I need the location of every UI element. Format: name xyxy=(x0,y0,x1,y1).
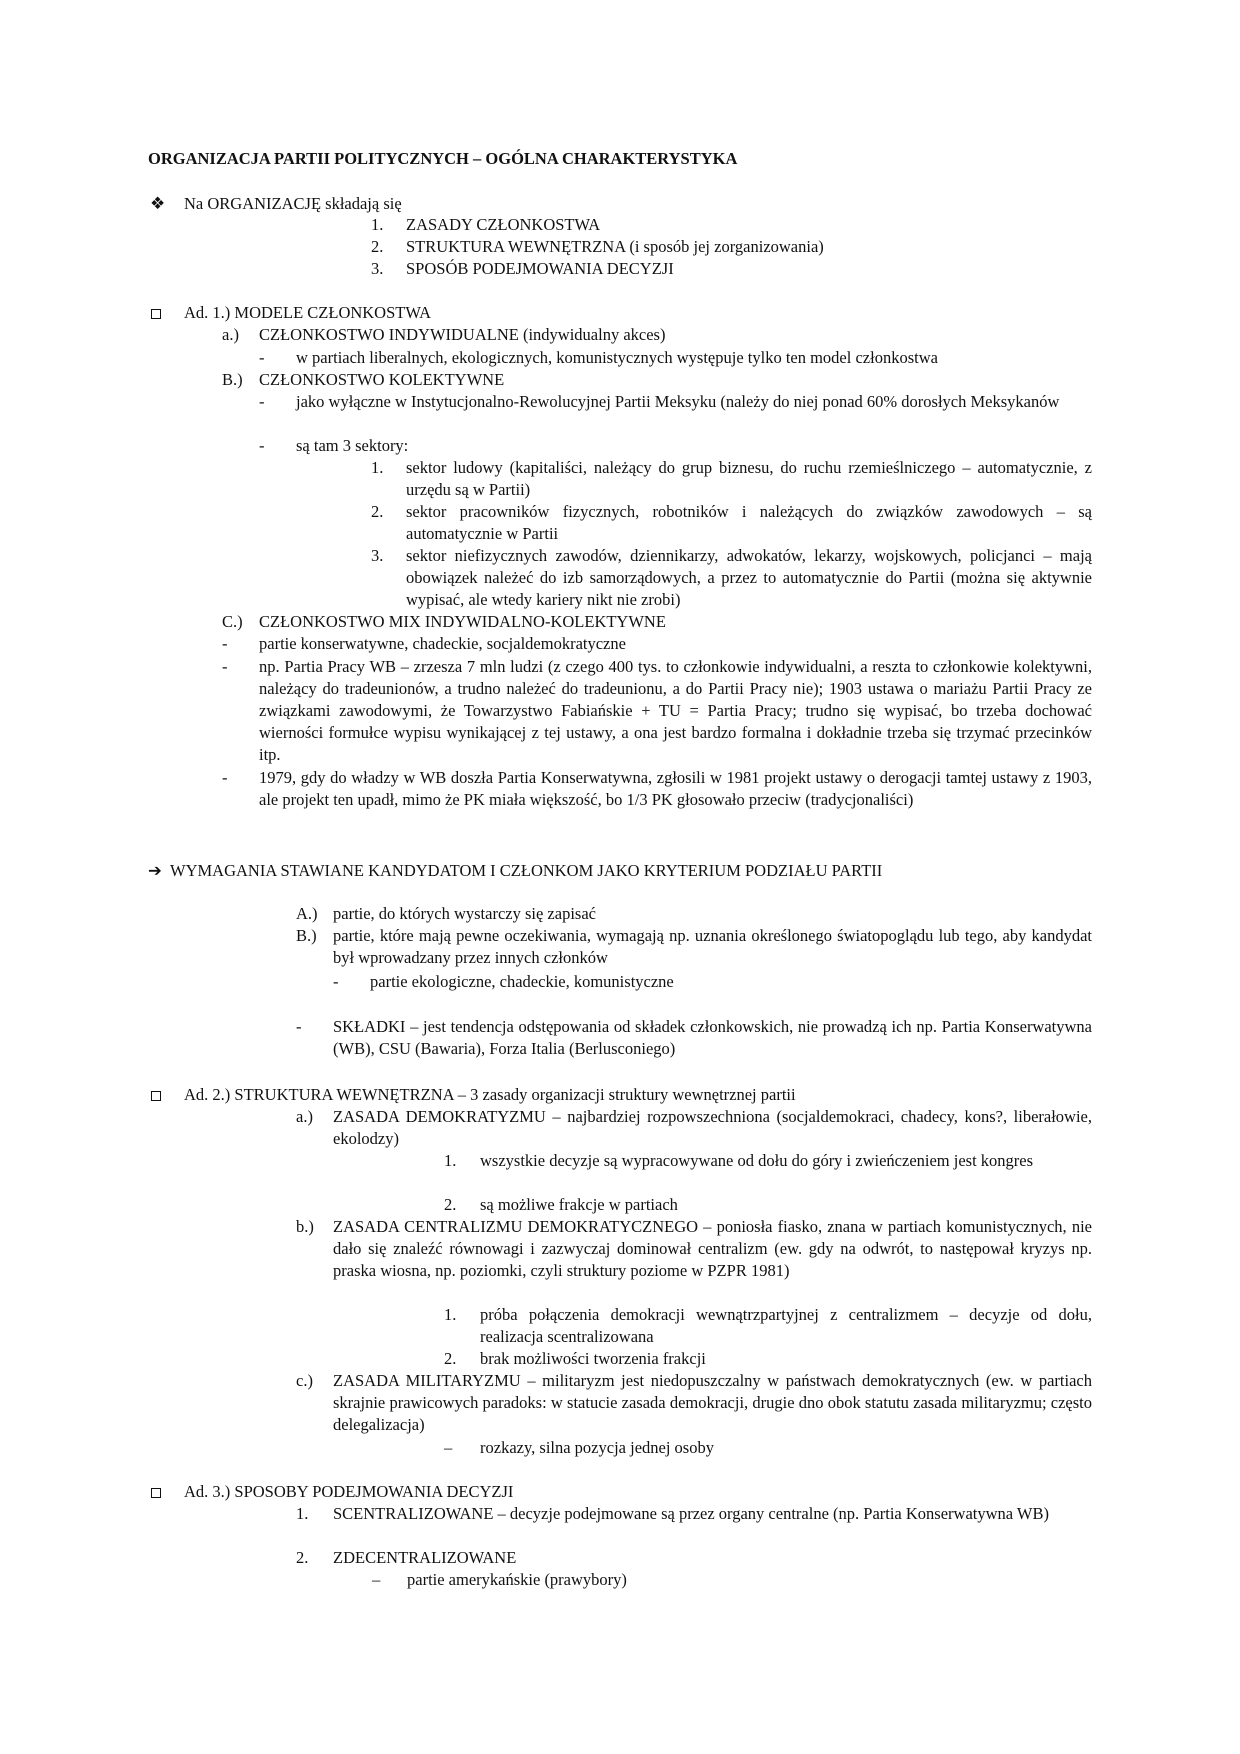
sec2-b-item-1: próba połączenia demokracji wewnątrzpartyjnej z centralizmem – decyzje od dołu, realizacja scentralizowana xyxy=(480,1305,1092,1346)
sector-3: sektor niefizycznych zawodów, dziennikarzy, adwokatów, lekarzy, wojskowych, policjanci – mają obowiązek należeć do izb samorządowych, a przez to automatycznie do Partii (można się aktywnie wypisać, ale wtedy kariery nikt nie zrobi) xyxy=(406,546,1092,609)
intro-num-2: 2. xyxy=(371,237,384,256)
req-b-dash: partie ekologiczne, chadeckie, komunistyczne xyxy=(370,972,674,991)
sec2-a-num-2: 2. xyxy=(444,1195,457,1214)
dash-bullet: - xyxy=(259,436,265,455)
sec2-c-label: c.) xyxy=(296,1371,313,1390)
section-1-heading: Ad. 1.) MODELE CZŁONKOSTWA xyxy=(184,303,432,322)
sec2-a-label: a.) xyxy=(296,1107,313,1126)
req-fees: SKŁADKI – jest tendencja odstępowania od składek członkowskich, nie prowadzą ich np. Partia Konserwatywna (WB), CSU (Bawaria), Forza Italia (Berlusconiego) xyxy=(333,1017,1092,1058)
intro-num-1: 1. xyxy=(371,215,384,234)
diamond-bullet-icon: ❖ xyxy=(150,194,166,213)
long-dash-bullet: – xyxy=(372,1570,381,1589)
sec2-b-label: b.) xyxy=(296,1217,314,1236)
sec1-a-dash: w partiach liberalnych, ekologicznych, komunistycznych występuje tylko ten model członkostwa xyxy=(296,348,938,367)
sec2-b-num-1: 1. xyxy=(444,1305,457,1324)
sec3-item-1: SCENTRALIZOWANE – decyzje podejmowane są przez organy centralne (np. Partia Konserwatywna WB) xyxy=(333,1504,1049,1523)
dash-bullet: - xyxy=(296,1017,302,1036)
long-dash-bullet: – xyxy=(444,1438,453,1457)
dash-bullet: - xyxy=(222,657,228,676)
sector-num-3: 3. xyxy=(371,546,384,565)
sec1-b-text: CZŁONKOSTWO KOLEKTYWNE xyxy=(259,370,505,389)
square-bullet-icon xyxy=(151,1488,161,1498)
sec3-item-2: ZDECENTRALIZOWANE xyxy=(333,1548,517,1567)
section-3-heading: Ad. 3.) SPOSOBY PODEJMOWANIA DECYZJI xyxy=(184,1482,514,1501)
intro-item-2: STRUKTURA WEWNĘTRZNA (i sposób jej zorganizowania) xyxy=(406,237,824,256)
sector-num-2: 2. xyxy=(371,502,384,521)
intro-lead: Na ORGANIZACJĘ składają się xyxy=(184,194,402,213)
sec2-b-item-2: brak możliwości tworzenia frakcji xyxy=(480,1349,706,1368)
dash-bullet: - xyxy=(222,634,228,653)
dash-bullet: - xyxy=(259,348,265,367)
sec2-b-text: ZASADA CENTRALIZMU DEMOKRATYCZNEGO – poniosła fiasko, znana w partiach komunistycznych, nie dało się znaleźć równowagi i zazwyczaj dominował centralizm (ew. gdy na odwrót, to następował kryzys np. praska wiosna, np. poziomki, czyli struktury poziome w PZPR 1981) xyxy=(333,1217,1092,1280)
square-bullet-icon xyxy=(151,1091,161,1101)
sec2-b-num-2: 2. xyxy=(444,1349,457,1368)
page-title: ORGANIZACJA PARTII POLITYCZNYCH – OGÓLNA CHARAKTERYSTYKA xyxy=(148,149,738,168)
sec1-a-label: a.) xyxy=(222,325,239,344)
requirements-heading: WYMAGANIA STAWIANE KANDYDATOM I CZŁONKOM JAKO KRYTERIUM PODZIAŁU PARTII xyxy=(170,861,883,880)
dash-bullet: - xyxy=(333,972,339,991)
section-2-heading: Ad. 2.) STRUKTURA WEWNĘTRZNA – 3 zasady organizacji struktury wewnętrznej partii xyxy=(184,1085,796,1104)
intro-item-3: SPOSÓB PODEJMOWANIA DECYZJI xyxy=(406,259,674,278)
sec2-c-dash: rozkazy, silna pozycja jednej osoby xyxy=(480,1438,714,1457)
sec1-b-dash-2: są tam 3 sektory: xyxy=(296,436,409,455)
arrow-icon: ➔ xyxy=(148,861,162,880)
sec2-c-text: ZASADA MILITARYZMU – militaryzm jest niedopuszczalny w państwach demokratycznych (ew. w partiach skrajnie prawicowych paradoks: w statucie zasada demokracji, drugie dno obok statutu zasada militaryzmu; często delegalizacja) xyxy=(333,1371,1092,1434)
sec1-c-dash-1: partie konserwatywne, chadeckie, socjaldemokratyczne xyxy=(259,634,626,653)
sec3-num-2: 2. xyxy=(296,1548,309,1567)
sec1-c-text: CZŁONKOSTWO MIX INDYWIDALNO-KOLEKTYWNE xyxy=(259,612,666,631)
dash-bullet: - xyxy=(259,392,265,411)
req-a-text: partie, do których wystarczy się zapisać xyxy=(333,904,596,923)
sec1-b-label: B.) xyxy=(222,370,243,389)
sector-2: sektor pracowników fizycznych, robotników i należących do związków zawodowych – są automatycznie w Partii xyxy=(406,502,1092,543)
req-b-text: partie, które mają pewne oczekiwania, wymagają np. uznania określonego światopoglądu lub tego, aby kandydat był wprowadzany przez innych członków xyxy=(333,926,1092,967)
sec3-dash: partie amerykańskie (prawybory) xyxy=(407,1570,627,1589)
sector-num-1: 1. xyxy=(371,458,384,477)
sec1-a-text: CZŁONKOSTWO INDYWIDUALNE (indywidualny akces) xyxy=(259,325,666,344)
intro-num-3: 3. xyxy=(371,259,384,278)
intro-item-1: ZASADY CZŁONKOSTWA xyxy=(406,215,601,234)
sec1-c-dash-2: np. Partia Pracy WB – zrzesza 7 mln ludzi (z czego 400 tys. to członkowie indywidualni, a reszta to członkowie kolektywni, należący do tradeunionów, a trudno należeć do tradeunionu, a do Partii Pracy nie); 1903 ustawa o mariażu Partii Pracy ze związkami zawodowymi, że Towarzystwo Fabiańskie + TU = Partia Pracy; trudno się wypisać, bo trzeba dochować wierności formułce wypisu wynikającej z tej ustawy, a ona jest bardzo formalna i dokładnie trzeba się trzymać przecinków itp. xyxy=(259,657,1092,764)
req-a-label: A.) xyxy=(296,904,318,923)
req-b-label: B.) xyxy=(296,926,317,945)
sector-1: sektor ludowy (kapitaliści, należący do grup biznesu, do ruchu rzemieślniczego – automatycznie, z urzędu są w Partii) xyxy=(406,458,1092,499)
dash-bullet: - xyxy=(222,768,228,787)
sec1-b-dash-1: jako wyłączne w Instytucjonalno-Rewolucyjnej Partii Meksyku (należy do niej ponad 60% dorosłych Meksykanów xyxy=(296,392,1060,411)
sec3-num-1: 1. xyxy=(296,1504,309,1523)
sec2-a-text: ZASADA DEMOKRATYZMU – najbardziej rozpowszechniona (socjaldemokraci, chadecy, kons?, liberałowie, ekolodzy) xyxy=(333,1107,1092,1148)
sec1-c-label: C.) xyxy=(222,612,243,631)
sec2-a-item-1: wszystkie decyzje są wypracowywane od dołu do góry i zwieńczeniem jest kongres xyxy=(480,1151,1034,1170)
sec2-a-num-1: 1. xyxy=(444,1151,457,1170)
square-bullet-icon xyxy=(151,309,161,319)
sec2-a-item-2: są możliwe frakcje w partiach xyxy=(480,1195,678,1214)
sec1-c-dash-3: 1979, gdy do władzy w WB doszła Partia Konserwatywna, zgłosili w 1981 projekt ustawy o derogacji tamtej ustawy z 1903, ale projekt ten upadł, mimo że PK miała większość, bo 1/3 PK głosowało przeciw (tradycjonaliści) xyxy=(259,768,1092,809)
